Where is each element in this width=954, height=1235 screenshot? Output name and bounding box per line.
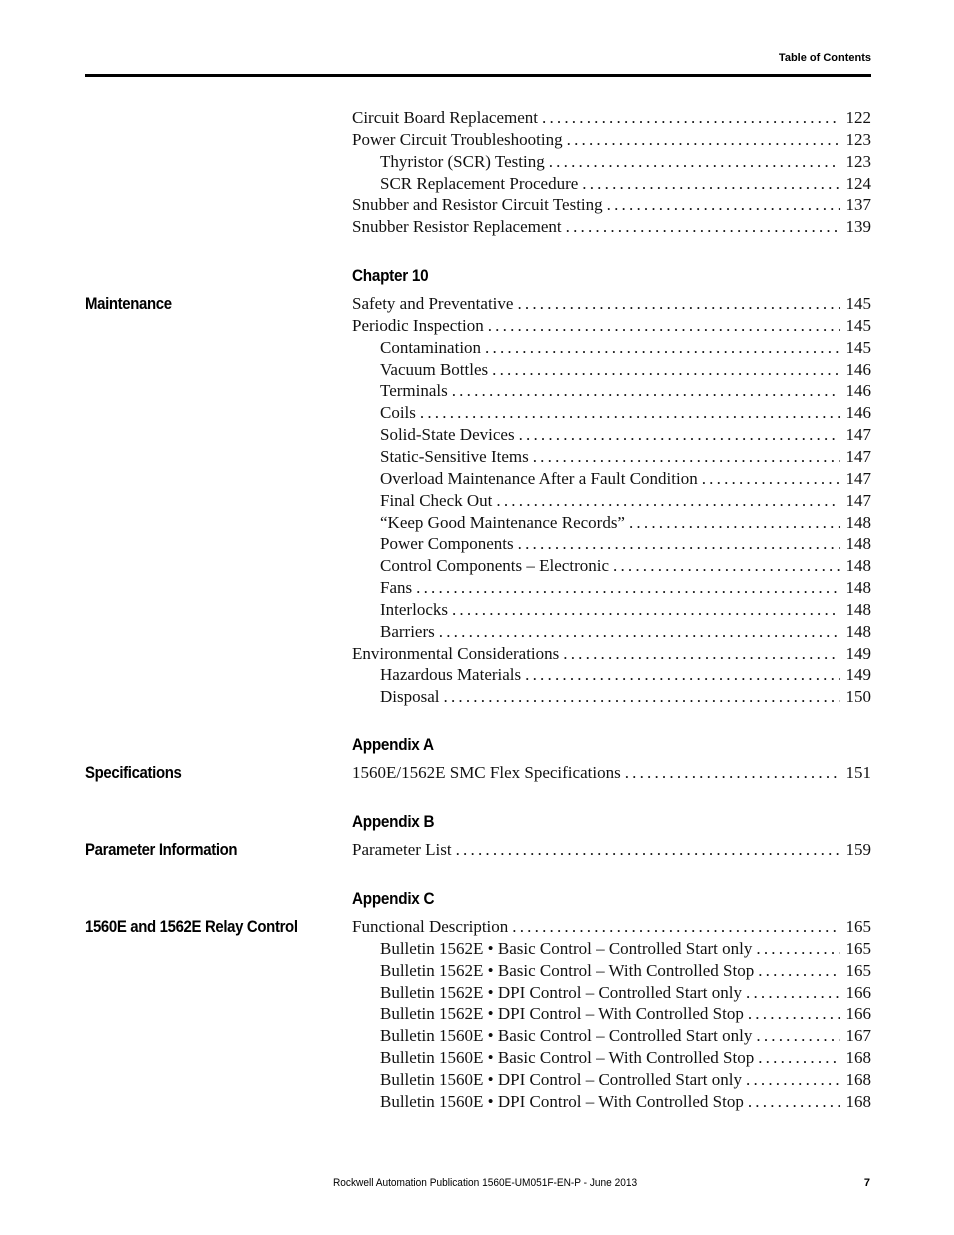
toc-entry-title: Disposal — [380, 687, 440, 707]
toc-entry[interactable] — [380, 446, 871, 468]
dot-leader — [542, 107, 840, 129]
section-title: 1560E and 1562E Relay Control — [85, 917, 298, 936]
toc-entry-page: 139 — [845, 217, 871, 237]
header-rule — [85, 74, 871, 77]
dot-leader — [748, 1091, 840, 1113]
dot-leader — [756, 1025, 839, 1047]
toc-entry-title: Static-Sensitive Items — [380, 446, 529, 466]
toc-entry-page: 168 — [845, 1069, 871, 1089]
toc-entry-title: Barriers — [380, 621, 435, 641]
running-header: Table of Contents — [778, 52, 871, 64]
dot-leader — [439, 621, 840, 643]
section-label: Appendix A — [352, 735, 434, 754]
toc-entry-title: Control Components – Electronic — [380, 556, 609, 576]
toc-entry-page: 165 — [845, 938, 871, 958]
dot-leader — [416, 577, 839, 599]
dot-leader — [488, 315, 840, 337]
toc-entry-title: Periodic Inspection — [352, 315, 484, 335]
toc-entry-page: 166 — [845, 1004, 871, 1024]
toc-entry-title: Bulletin 1560E • Basic Control – With Controlled Stop — [380, 1048, 755, 1068]
dot-leader — [748, 1003, 840, 1025]
dot-leader — [452, 599, 840, 621]
toc-entry-page: 148 — [845, 512, 871, 532]
dot-leader — [549, 151, 840, 173]
toc-entry[interactable] — [380, 664, 871, 686]
section-title: Parameter Information — [85, 840, 238, 859]
dot-leader — [758, 960, 839, 982]
toc-entry-page: 148 — [845, 578, 871, 598]
toc-entry-page: 148 — [845, 556, 871, 576]
dot-leader — [512, 916, 839, 938]
toc-entry-page: 147 — [845, 468, 871, 488]
toc-entry-title: Overload Maintenance After a Fault Condition — [380, 468, 698, 488]
dot-leader — [525, 664, 839, 686]
dot-leader — [625, 762, 840, 784]
toc-entry[interactable] — [380, 468, 871, 490]
toc-entry-page: 166 — [845, 982, 871, 1002]
toc-entry-page: 146 — [845, 381, 871, 401]
footer-publication: Rockwell Automation Publication 1560E-UM051F-EN-P - June 2013 — [333, 1177, 638, 1189]
toc-entry-title: Solid-State Devices — [380, 425, 515, 445]
section-label: Appendix C — [352, 889, 435, 908]
toc-entry-title: Bulletin 1562E • DPI Control – With Controlled Stop — [380, 1004, 744, 1024]
dot-leader — [756, 938, 839, 960]
toc-entry-page: 124 — [845, 173, 871, 193]
toc-entry-page: 123 — [845, 151, 871, 171]
toc-entry-page: 149 — [845, 643, 871, 663]
toc-entry[interactable] — [352, 916, 871, 938]
dot-leader — [519, 424, 840, 446]
toc-entry-page: 168 — [845, 1048, 871, 1068]
section-title: Maintenance — [85, 294, 172, 313]
dot-leader — [533, 446, 840, 468]
toc-entry[interactable] — [380, 533, 871, 555]
toc-entry-page: 159 — [845, 840, 871, 859]
dot-leader — [420, 402, 840, 424]
page-number: 7 — [863, 1177, 870, 1189]
toc-entry-title: Fans — [380, 578, 413, 598]
dot-leader — [456, 839, 840, 861]
toc-entry[interactable] — [380, 512, 871, 534]
toc-entry-title: Terminals — [380, 381, 448, 401]
toc-entry[interactable] — [352, 293, 871, 315]
toc-entry-title: Vacuum Bottles — [380, 359, 489, 379]
toc-entry-page: 137 — [845, 195, 871, 215]
toc-entry[interactable] — [380, 1091, 871, 1113]
toc-entry[interactable] — [380, 599, 871, 621]
toc-entry-page: 151 — [845, 763, 871, 782]
dot-leader — [607, 194, 840, 216]
dot-leader — [496, 490, 839, 512]
toc-entry-title: Interlocks — [380, 599, 448, 619]
toc-entry-page: 147 — [845, 425, 871, 445]
toc-entry[interactable] — [380, 1047, 871, 1069]
toc-entry[interactable] — [380, 359, 871, 381]
toc-entry[interactable] — [352, 315, 871, 337]
toc-entry-title: Bulletin 1560E • DPI Control – Controlled Start only — [380, 1069, 742, 1089]
toc-entry-page: 165 — [845, 960, 871, 980]
toc-entry-title: 1560E/1562E SMC Flex Specifications — [352, 763, 621, 782]
section-label: Appendix B — [352, 812, 435, 831]
toc-entry-title: Contamination — [380, 337, 482, 357]
toc-entry-page: 150 — [845, 687, 871, 707]
toc-entry[interactable] — [352, 216, 871, 238]
dot-leader — [566, 216, 840, 238]
toc-entry-page: 168 — [845, 1091, 871, 1111]
toc-entry-title: Bulletin 1562E • DPI Control – Controlled Start only — [380, 982, 742, 1002]
toc-entry-page: 148 — [845, 599, 871, 619]
toc-entry[interactable] — [380, 424, 871, 446]
toc-entry-page: 123 — [845, 129, 871, 149]
toc-entry[interactable] — [352, 762, 871, 784]
toc-entry-page: 165 — [845, 917, 871, 936]
toc-entry[interactable] — [352, 129, 871, 151]
toc-entry-page: 146 — [845, 403, 871, 423]
toc-entry-page: 147 — [845, 446, 871, 466]
toc-entry-title: Safety and Preventative — [352, 294, 514, 313]
toc-entry[interactable] — [352, 107, 871, 129]
toc-entry[interactable] — [380, 982, 871, 1004]
dot-leader — [629, 512, 840, 534]
toc-entry[interactable] — [380, 577, 871, 599]
toc-entry-title: Snubber Resistor Replacement — [352, 217, 562, 237]
toc-entry-title: Hazardous Materials — [380, 665, 522, 685]
toc-entry[interactable] — [352, 194, 871, 216]
toc-entry-title: Final Check Out — [380, 490, 493, 510]
dot-leader — [517, 293, 839, 315]
dot-leader — [444, 686, 840, 708]
toc-entry[interactable] — [380, 1003, 871, 1025]
toc-entry-page: 147 — [845, 490, 871, 510]
toc-entry-page: 146 — [845, 359, 871, 379]
toc-entry-page: 145 — [845, 337, 871, 357]
toc-entry-title: Parameter List — [352, 840, 452, 859]
toc-entry[interactable] — [380, 960, 871, 982]
dot-leader — [567, 129, 840, 151]
toc-entry-title: Circuit Board Replacement — [352, 108, 538, 127]
toc-entry-page: 145 — [845, 294, 871, 313]
dot-leader — [563, 643, 839, 665]
dot-leader — [702, 468, 840, 490]
toc-entry[interactable] — [352, 643, 871, 665]
toc-entry-page: 149 — [845, 665, 871, 685]
toc-entry[interactable] — [380, 621, 871, 643]
toc-entry[interactable] — [380, 337, 871, 359]
toc-entry-page: 167 — [845, 1026, 871, 1046]
toc-entry-title: Environmental Considerations — [352, 643, 560, 663]
toc-entry[interactable] — [380, 380, 871, 402]
dot-leader — [485, 337, 839, 359]
toc-entry-page: 148 — [845, 534, 871, 554]
dot-leader — [452, 380, 840, 402]
toc-entry-title: Bulletin 1560E • DPI Control – With Controlled Stop — [380, 1091, 744, 1111]
toc-entry[interactable] — [380, 1069, 871, 1091]
toc-entry[interactable] — [380, 151, 871, 173]
toc-entry[interactable] — [352, 839, 871, 861]
toc-entry-title: Coils — [380, 403, 416, 423]
dot-leader — [746, 982, 840, 1004]
toc-entry-title: Power Components — [380, 534, 514, 554]
section-title: Specifications — [85, 763, 182, 782]
toc-entry[interactable] — [380, 938, 871, 960]
toc-entry-title: Bulletin 1562E • Basic Control – With Controlled Stop — [380, 960, 755, 980]
dot-leader — [492, 359, 839, 381]
dot-leader — [518, 533, 840, 555]
toc-entry-title: Functional Description — [352, 917, 509, 936]
toc-entry-page: 122 — [845, 108, 871, 127]
toc-entry[interactable] — [380, 173, 871, 195]
dot-leader — [758, 1047, 839, 1069]
toc-entry-title: Bulletin 1560E • Basic Control – Controlled Start only — [380, 1026, 753, 1046]
toc-entry-title: “Keep Good Maintenance Records” — [380, 512, 625, 532]
toc-entry-title: SCR Replacement Procedure — [380, 173, 579, 193]
toc-entry[interactable] — [380, 490, 871, 512]
toc-entry[interactable] — [380, 686, 871, 708]
toc-entry-title: Thyristor (SCR) Testing — [380, 151, 545, 171]
dot-leader — [746, 1069, 840, 1091]
dot-leader — [613, 555, 840, 577]
toc-entry[interactable] — [380, 555, 871, 577]
toc-entry-title: Snubber and Resistor Circuit Testing — [352, 195, 603, 215]
section-label: Chapter 10 — [352, 266, 429, 285]
toc-entry-title: Power Circuit Troubleshooting — [352, 129, 563, 149]
toc-entry-page: 148 — [845, 621, 871, 641]
toc-entry-title: Bulletin 1562E • Basic Control – Controlled Start only — [380, 938, 753, 958]
dot-leader — [582, 173, 839, 195]
toc-entry[interactable] — [380, 1025, 871, 1047]
toc-entry[interactable] — [380, 402, 871, 424]
toc-entry-page: 145 — [845, 315, 871, 335]
